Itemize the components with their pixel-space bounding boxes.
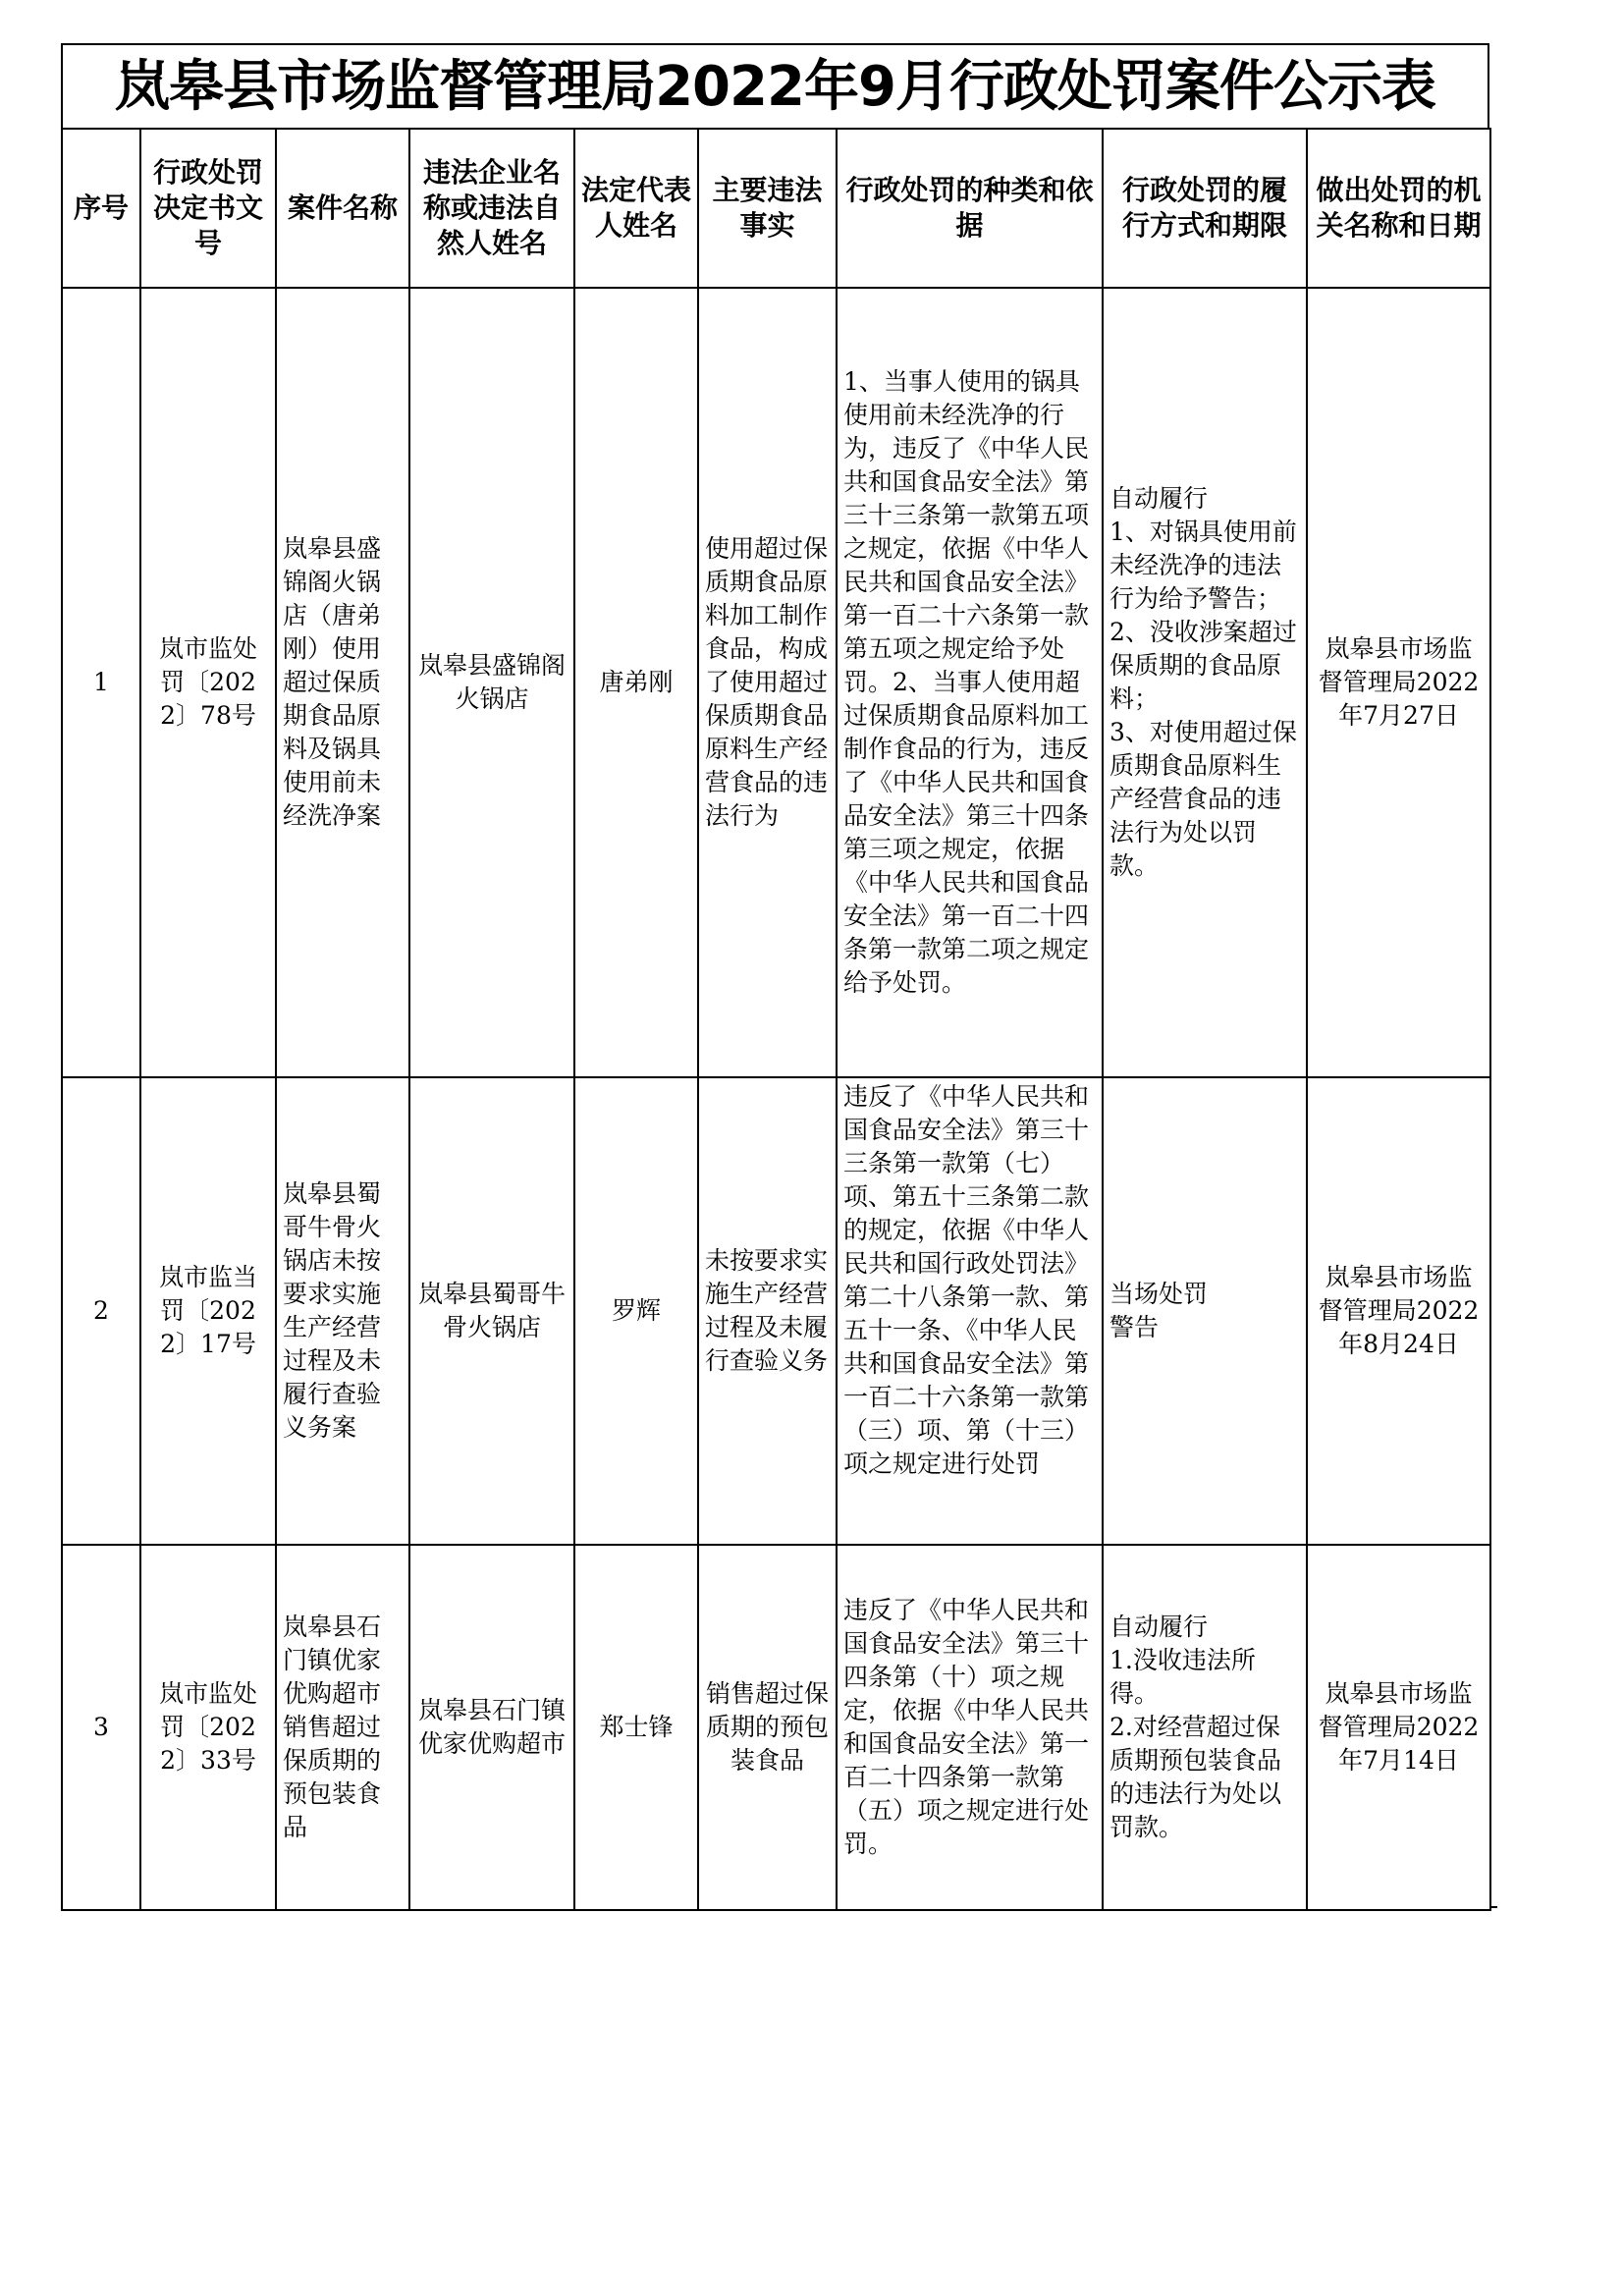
table-row <box>62 1077 1490 1545</box>
cell-seq: 1 <box>62 288 140 1077</box>
cell-penalty: 1、当事人使用的锅具使用前未经洗净的行为，违反了《中华人民共和国食品安全法》第三十三条第一款第五项之规定，依据《中华人民共和国食品安全法》第一百二十六条第一款第五项之规定给予处罚。2、当事人使用超过保质期食品原料加工制作食品的行为，违反了《中华人民共和国食品安全法》第三十四条第三项之规定，依据《中华人民共和国食品安全法》第一百二十四条第一款第二项之规定给予处罚。 <box>837 288 1103 1077</box>
header-seq: 序号 <box>62 129 140 288</box>
penalty-table <box>61 128 1491 1911</box>
cell-facts: 销售超过保质期的预包装食品 <box>698 1545 837 1910</box>
cell-case-name: 岚皋县石门镇优家优购超市销售超过保质期的预包装食品 <box>276 1545 409 1910</box>
cell-penalty: 违反了《中华人民共和国食品安全法》第三十四条第（十）项之规定，依据《中华人民共和国食品安全法》第一百二十四条第一款第（五）项之规定进行处罚。 <box>837 1545 1103 1910</box>
header-execution: 行政处罚的履行方式和期限 <box>1103 129 1307 288</box>
cell-authority: 岚皋县市场监督管理局2022年7月27日 <box>1307 288 1490 1077</box>
table-border-extension <box>1489 1906 1497 1908</box>
header-facts: 主要违法事实 <box>698 129 837 288</box>
cell-execution: 当场处罚 警告 <box>1103 1077 1307 1545</box>
table-header-row <box>62 129 1490 288</box>
cell-case-name: 岚皋县蜀哥牛骨火锅店未按要求实施生产经营过程及未履行查验义务案 <box>276 1077 409 1545</box>
penalty-text: 违反了《中华人民共和国食品安全法》第三十三条第一款第（七）项、第五十三条第二款的规定，依据《中华人民共和国行政处罚法》第二十八条第一款、第五十一条、《中华人民共和国食品安全法》第一百二十六条第一款第（三）项、第（十三）项之规定进行处罚 <box>843 1082 1090 1478</box>
cell-case-name: 岚皋县盛锦阁火锅店（唐弟刚）使用超过保质期食品原料及锅具使用前未经洗净案 <box>276 288 409 1077</box>
header-authority: 做出处罚的机关名称和日期 <box>1307 129 1490 288</box>
cell-doc-no: 岚市监处罚〔2022〕33号 <box>140 1545 276 1910</box>
header-legal-rep: 法定代表人姓名 <box>574 129 698 288</box>
header-case-name: 案件名称 <box>276 129 409 288</box>
cell-facts: 未按要求实施生产经营过程及未履行查验义务 <box>698 1077 837 1545</box>
header-party: 违法企业名称或违法自然人姓名 <box>409 129 574 288</box>
cell-facts: 使用超过保质期食品原料加工制作食品，构成了使用超过保质期食品原料生产经营食品的违法行为 <box>698 288 837 1077</box>
cell-seq: 3 <box>62 1545 140 1910</box>
cell-penalty <box>837 1077 1103 1545</box>
cell-legal-rep: 罗辉 <box>574 1077 698 1545</box>
cell-execution: 自动履行 1、对锅具使用前未经洗净的违法行为给予警告； 2、没收涉案超过保质期的食品原料； 3、对使用超过保质期食品原料生产经营食品的违法行为处以罚款。 <box>1103 288 1307 1077</box>
table-row <box>62 288 1490 1077</box>
header-penalty: 行政处罚的种类和依据 <box>837 129 1103 288</box>
cell-authority: 岚皋县市场监督管理局2022年7月14日 <box>1307 1545 1490 1910</box>
page-title: 岚皋县市场监督管理局2022年9月行政处罚案件公示表 <box>61 43 1489 128</box>
cell-legal-rep: 唐弟刚 <box>574 288 698 1077</box>
cell-doc-no: 岚市监处罚〔2022〕78号 <box>140 288 276 1077</box>
cell-execution: 自动履行 1.没收违法所得。 2.对经营超过保质期预包装食品的违法行为处以罚款。 <box>1103 1545 1307 1910</box>
cell-party: 岚皋县蜀哥牛骨火锅店 <box>409 1077 574 1545</box>
cell-legal-rep: 郑士锋 <box>574 1545 698 1910</box>
cell-doc-no: 岚市监当罚〔2022〕17号 <box>140 1077 276 1545</box>
cell-party: 岚皋县盛锦阁火锅店 <box>409 288 574 1077</box>
table-row <box>62 1545 1490 1910</box>
cell-seq: 2 <box>62 1077 140 1545</box>
header-doc-no: 行政处罚决定书文号 <box>140 129 276 288</box>
cell-authority: 岚皋县市场监督管理局2022年8月24日 <box>1307 1077 1490 1545</box>
cell-party: 岚皋县石门镇优家优购超市 <box>409 1545 574 1910</box>
